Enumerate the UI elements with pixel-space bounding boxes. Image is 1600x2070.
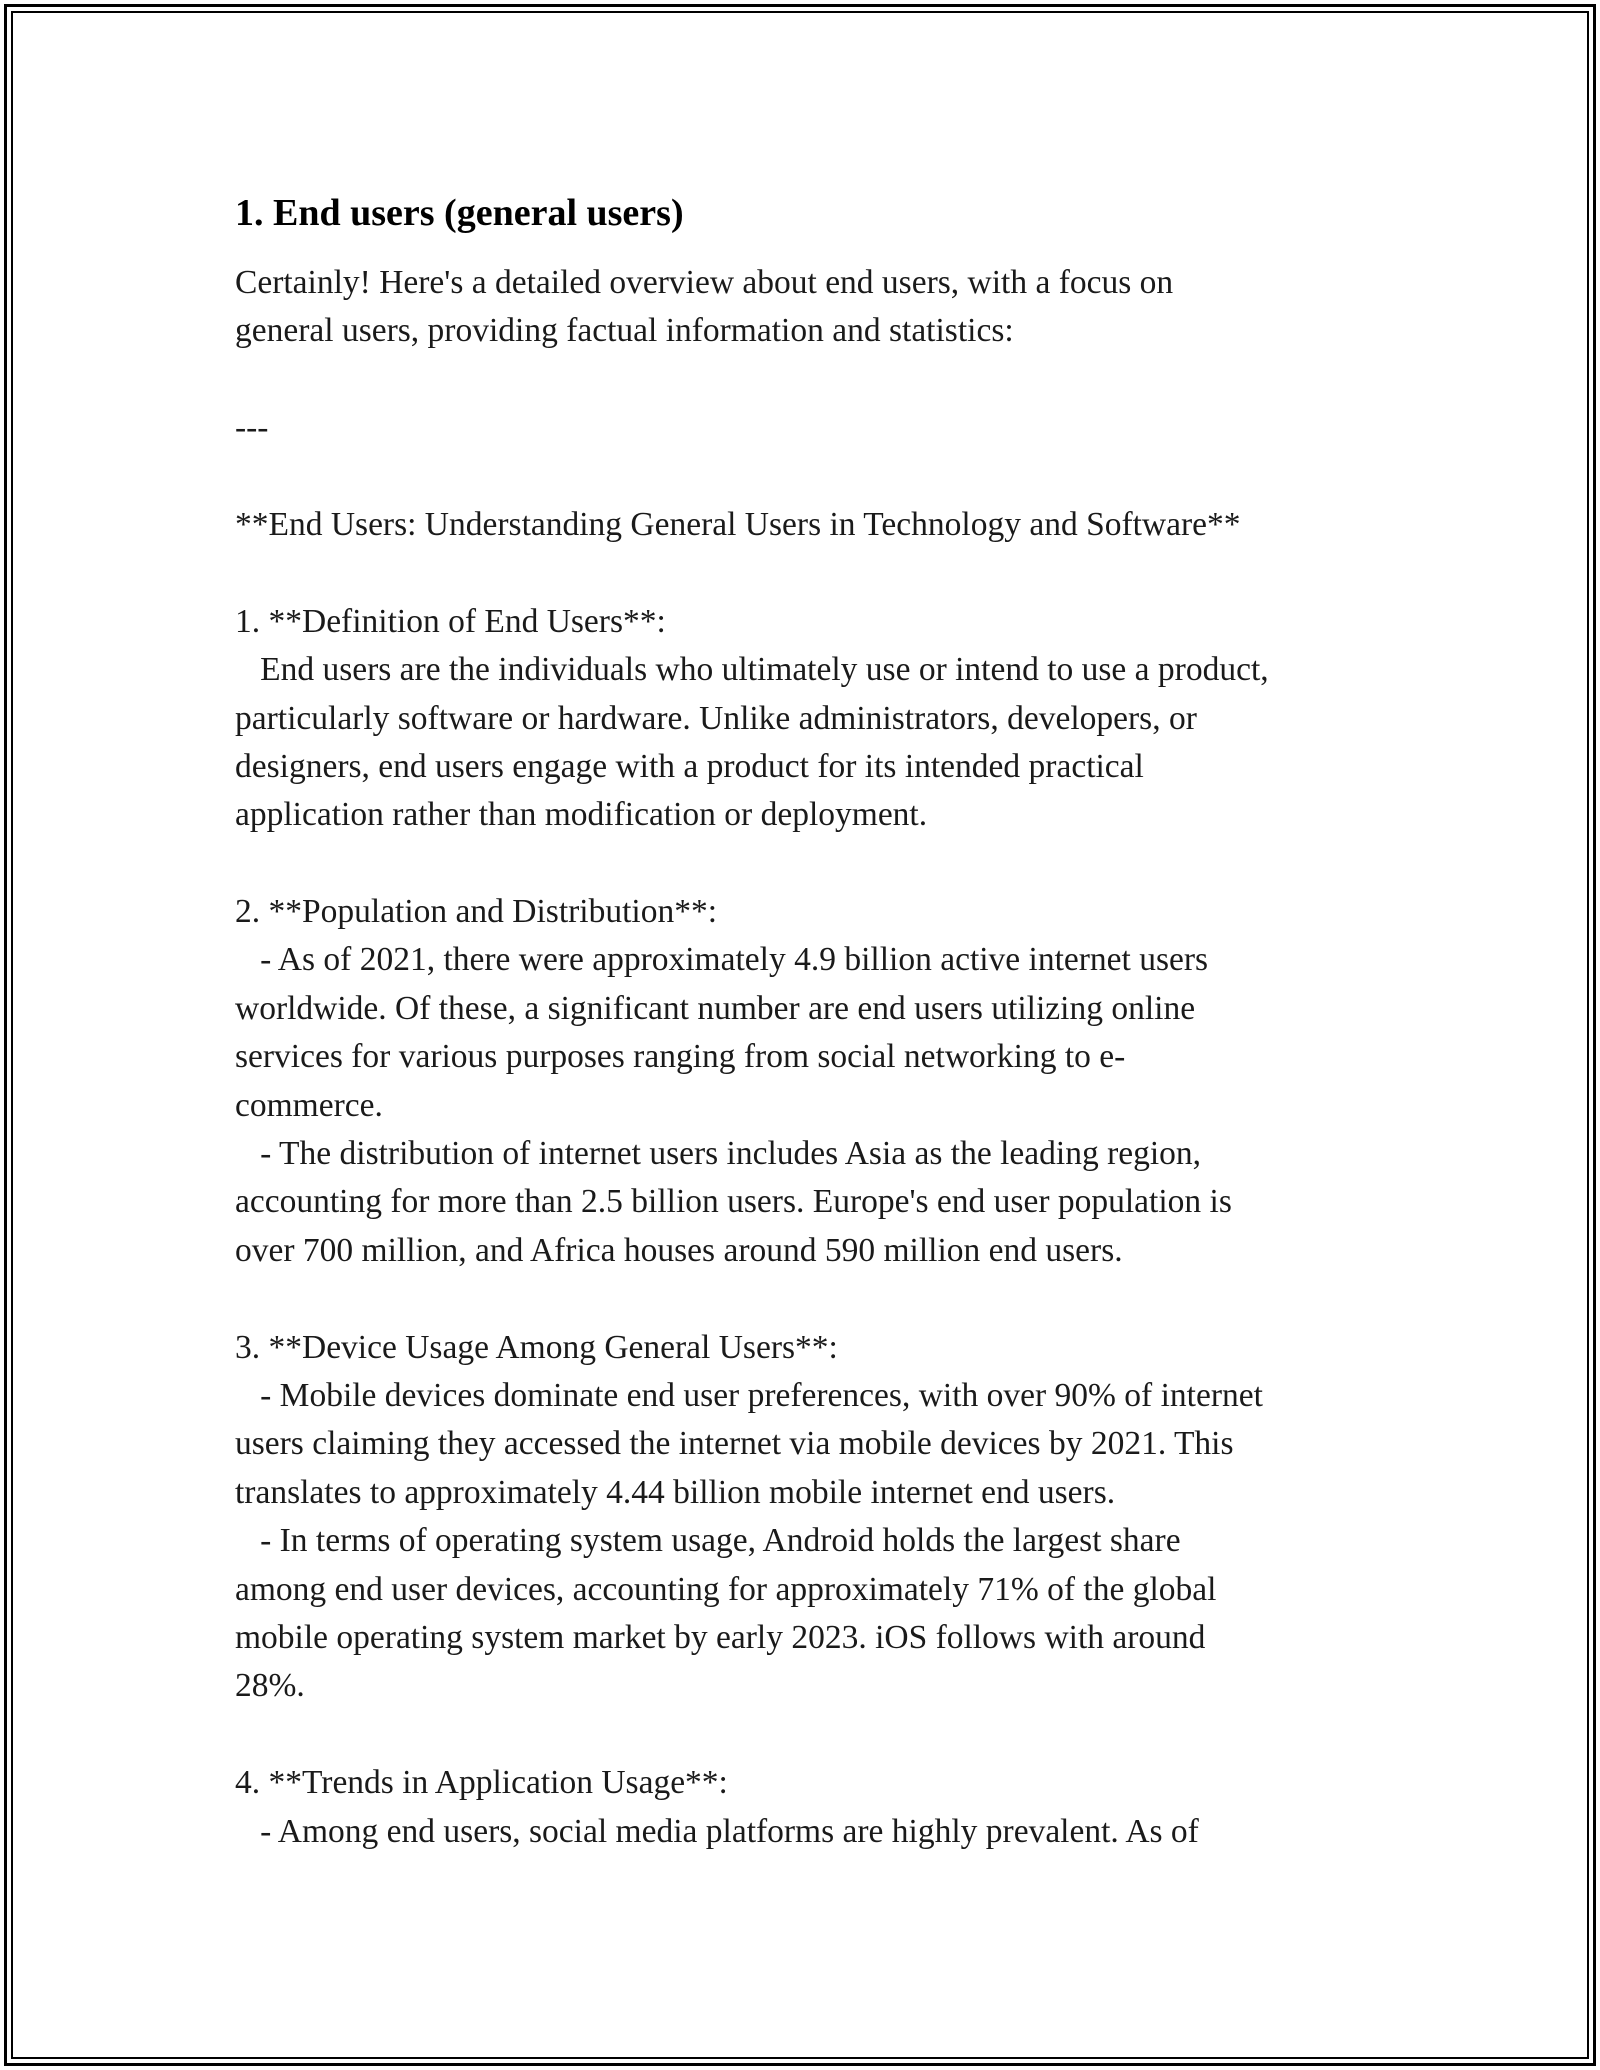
section-population [235, 888, 1385, 1275]
section-line: 28%. [235, 1667, 305, 1705]
section-title: 3. **Device Usage Among General Users**: [235, 1328, 838, 1366]
section-line: designers, end users engage with a product for its intended practical [235, 747, 1144, 785]
section-definition [235, 598, 1385, 840]
section-application-usage [235, 1759, 1385, 1856]
spacer [235, 453, 1385, 501]
section-line: - Mobile devices dominate end user preferences, with over 90% of internet [235, 1376, 1263, 1414]
section-line: accounting for more than 2.5 billion users. Europe's end user population is [235, 1183, 1232, 1221]
intro-line: general users, providing factual information and statistics: [235, 312, 1014, 350]
document-page [235, 185, 1385, 1856]
section-line: - The distribution of internet users includes Asia as the leading region, [235, 1135, 1202, 1173]
spacer [235, 356, 1385, 404]
spacer [235, 1275, 1385, 1323]
section-title: 1. **Definition of End Users**: [235, 602, 666, 640]
section-line: particularly software or hardware. Unlike administrators, developers, or [235, 699, 1197, 737]
document-subtitle: **End Users: Understanding General Users in Technology and Software** [235, 505, 1241, 543]
section-title: 2. **Population and Distribution**: [235, 893, 718, 931]
spacer [235, 1711, 1385, 1759]
section-line: worldwide. Of these, a significant number are end users utilizing online [235, 989, 1196, 1027]
section-line: End users are the individuals who ultimately use or intend to use a product, [235, 651, 1269, 689]
spacer [235, 549, 1385, 597]
section-line: - In terms of operating system usage, Android holds the largest share [235, 1522, 1181, 1560]
spacer [235, 840, 1385, 888]
section-device-usage [235, 1324, 1385, 1711]
section-line: over 700 million, and Africa houses around 590 million end users. [235, 1231, 1123, 1269]
section-line: application rather than modification or deployment. [235, 796, 928, 834]
section-line: translates to approximately 4.44 billion mobile internet end users. [235, 1473, 1116, 1511]
separator: --- [235, 409, 269, 447]
section-line: - As of 2021, there were approximately 4.9 billion active internet users [235, 941, 1209, 979]
section-line: mobile operating system market by early 2023. iOS follows with around [235, 1618, 1206, 1656]
section-line: services for various purposes ranging from social networking to e- [235, 1038, 1126, 1076]
section-line: - Among end users, social media platforms are highly prevalent. As of [235, 1812, 1199, 1850]
section-line: users claiming they accessed the internet via mobile devices by 2021. This [235, 1425, 1234, 1463]
document-heading: 1. End users (general users) [235, 192, 684, 234]
section-line: commerce. [235, 1086, 383, 1124]
section-title: 4. **Trends in Application Usage**: [235, 1764, 728, 1802]
intro-line: Certainly! Here's a detailed overview about end users, with a focus on [235, 264, 1174, 301]
section-line: among end user devices, accounting for approximately 71% of the global [235, 1570, 1217, 1608]
